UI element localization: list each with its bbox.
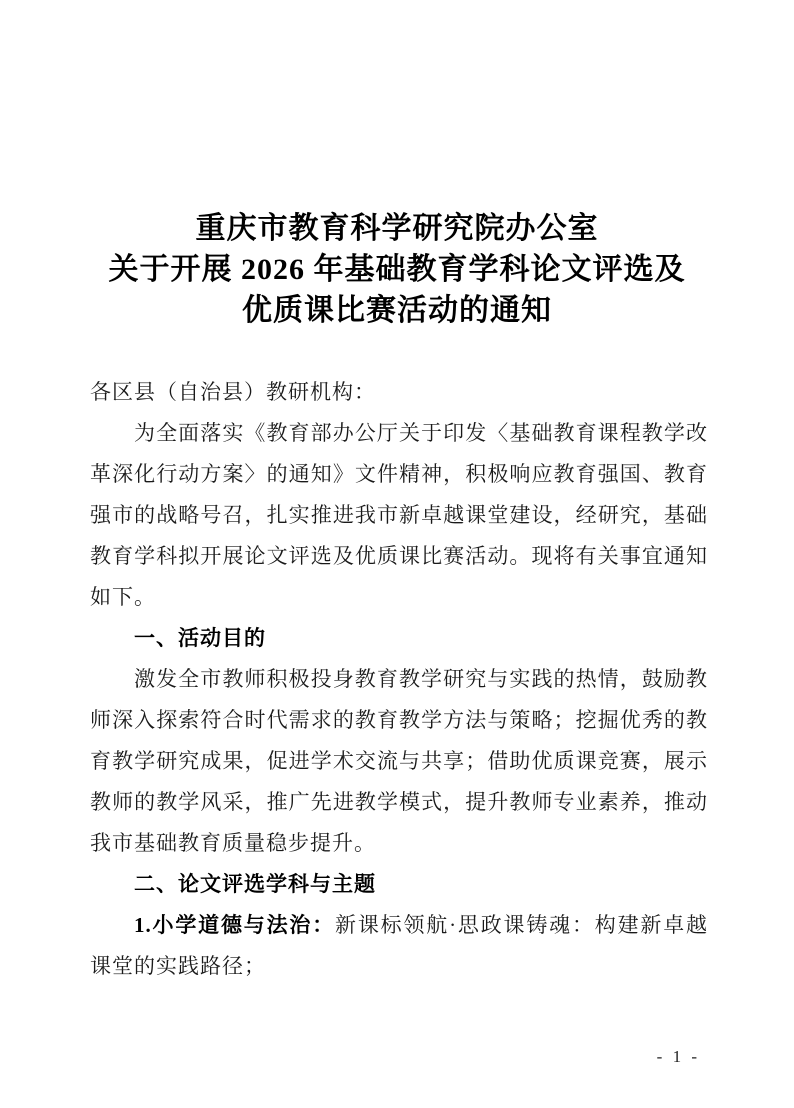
title-line-2: 关于开展 2026 年基础教育学科论文评选及	[108, 253, 686, 286]
section-heading-2: 二、论文评选学科与主题	[134, 873, 376, 896]
title-line-3: 优质课比赛活动的通知	[242, 294, 552, 327]
document-body	[90, 372, 708, 987]
paragraph-purpose: 激发全市教师积极投身教育教学研究与实践的热情，鼓励教师深入探索符合时代需求的教育教学方法与策略；挖掘优秀的教育教学研究成果，促进学术交流与共享；借助优质课竞赛，展示教师的教学风采，推广先进教学模式，提升教师专业素养，推动我市基础教育质量稳步提升。	[90, 667, 708, 855]
page-number: - 1 -	[656, 1047, 700, 1066]
document-title	[0, 208, 794, 331]
subject-item-1	[90, 905, 708, 987]
paragraph-opening: 为全面落实《教育部办公厅关于印发〈基础教育课程教学改革深化行动方案〉的通知》文件精神，积极响应教育强国、教育强市的战略号召，扎实推进我市新卓越课堂建设，经研究，基础教育学科拟开展论文评选及优质课比赛活动。现将有关事宜通知如下。	[90, 421, 708, 609]
section-heading-1: 一、活动目的	[134, 627, 266, 650]
subject-item-1-theme: 新课标领航·思政课铸魂：构建新卓越课堂的实践路径；	[90, 913, 708, 978]
subject-item-1-label: 1.小学道德与法治：	[134, 913, 336, 937]
salutation: 各区县（自治县）教研机构：	[90, 380, 376, 404]
title-line-1: 重庆市教育科学研究院办公室	[195, 212, 599, 245]
